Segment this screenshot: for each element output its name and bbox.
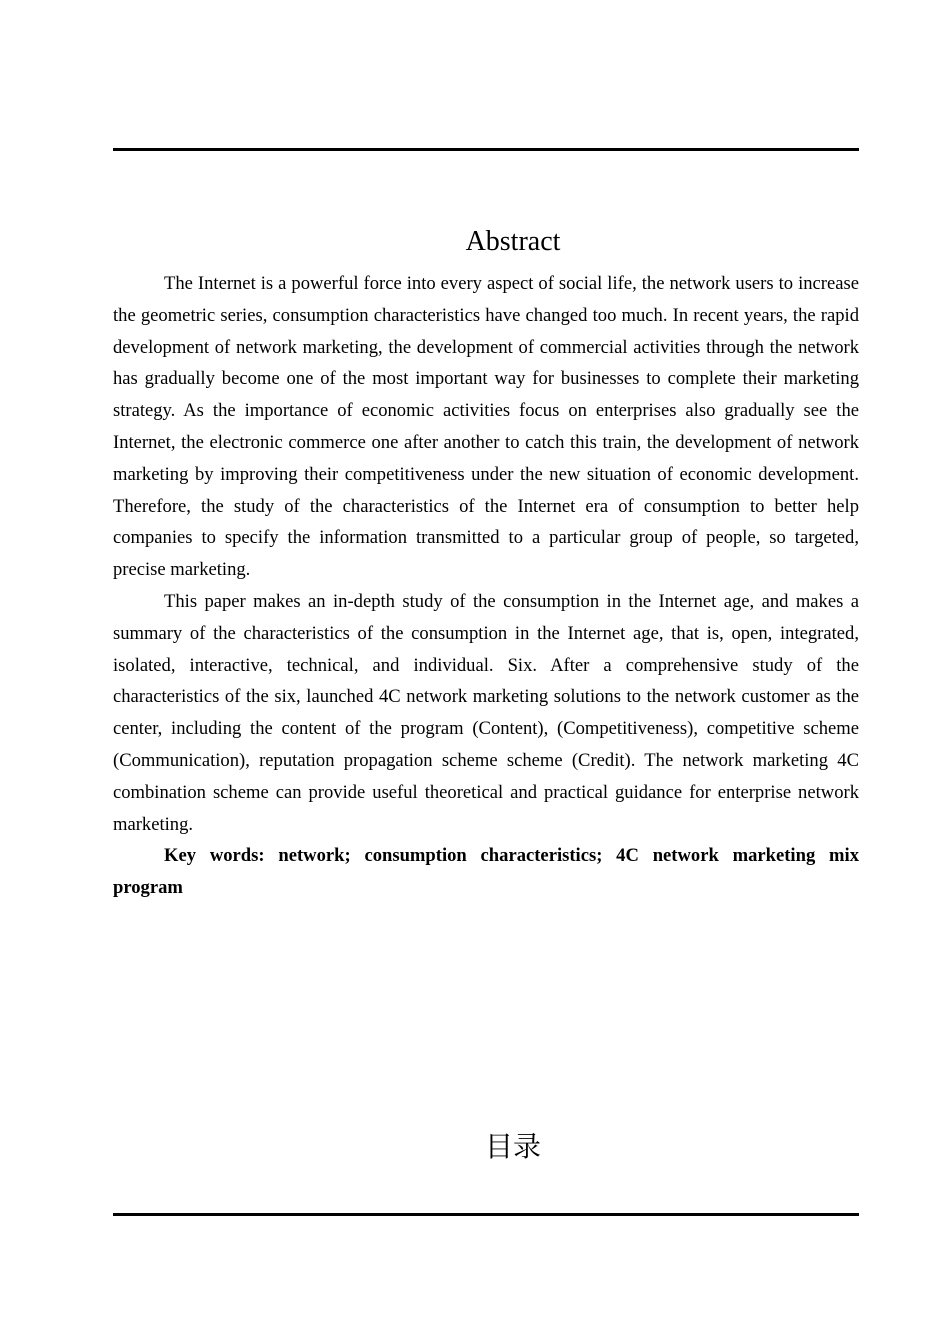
footer-rule (113, 1213, 859, 1216)
abstract-body (113, 268, 859, 904)
abstract-title: Abstract (465, 226, 561, 257)
keywords: Key words: network; consumption characteristics; 4C network marketing mix program (113, 845, 859, 899)
abstract-paragraph-1: The Internet is a powerful force into every aspect of social life, the network users to increase the geometric series, consumption characteristics have changed too much. In recent years, the rapid development of network marketing, the development of commercial activities through the network has gradually become one of the most important way for businesses to complete their marketing strategy. As the importance of economic activities focus on enterprises also gradually see the Internet, the electronic commerce one after another to catch this train, the development of network marketing by improving their competitiveness under the new situation of economic development. Therefore, the study of the characteristics of the Internet era of consumption to better help companies to specify the information transmitted to a particular group of people, so targeted, precise marketing. (113, 273, 859, 581)
header-rule (113, 148, 859, 151)
abstract-paragraph-2: This paper makes an in-depth study of the consumption in the Internet age, and makes a summary of the characteristics of the consumption in the Internet age, that is, open, integrated, isolated, interactive, technical, and individual. Six. After a comprehensive study of the characteristics of the six, launched 4C network marketing solutions to the network customer as the center, including the content of the program (Content), (Competitiveness), competitive scheme (Communication), reputation propagation scheme scheme (Credit). The network marketing 4C combination scheme can provide useful theoretical and practical guidance for enterprise network marketing. (113, 590, 859, 835)
toc-title: 目录 (484, 1130, 541, 1163)
